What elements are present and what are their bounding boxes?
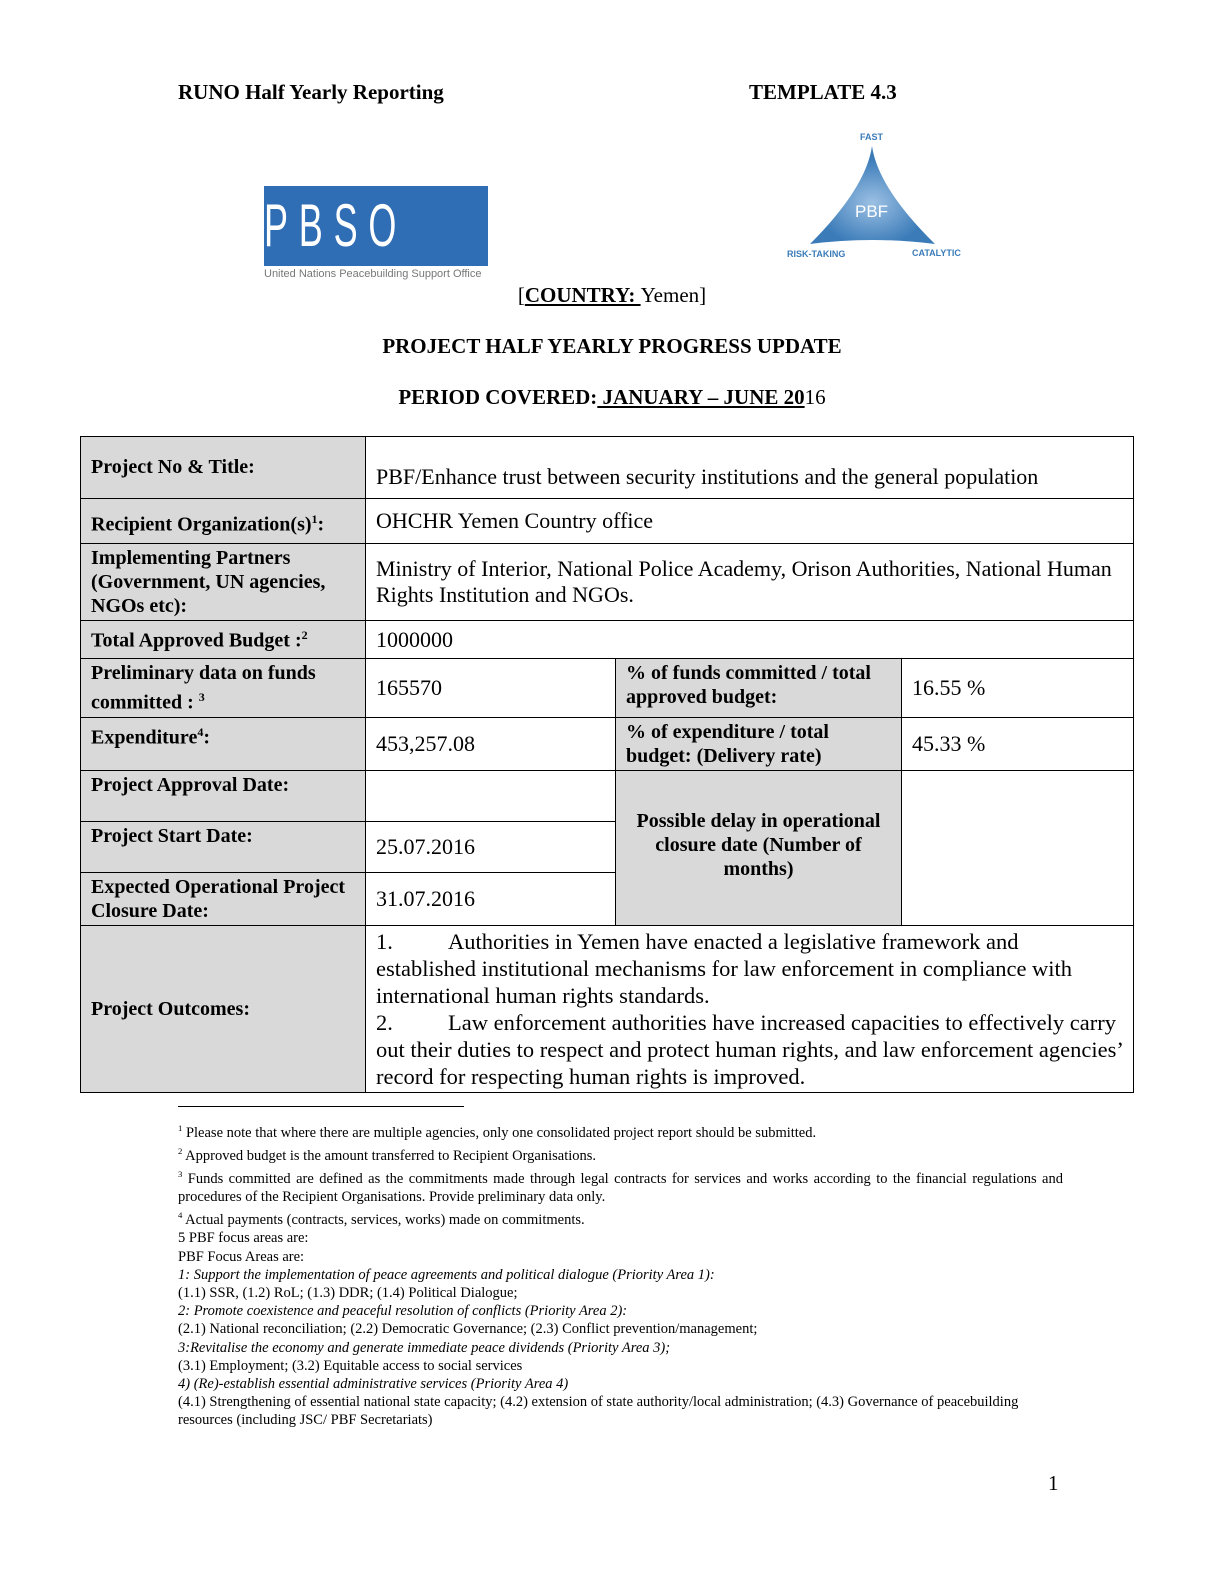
country-line: [COUNTRY: Yemen]	[517, 283, 707, 307]
focus-line: 4) (Re)-establish essential administrative services (Priority Area 4)	[178, 1375, 569, 1392]
closure-date-value: 31.07.2016	[366, 872, 616, 925]
pct-expenditure-value: 45.33 %	[902, 717, 1134, 770]
focus-line: (3.1) Employment; (3.2) Equitable access to social services	[178, 1357, 523, 1374]
focus-line: (4.1) Strengthening of essential national state capacity; (4.2) extension of state authority/local administration; (4.3) Governance of peacebuilding resources (including JSC/ PBF Secretariats)	[178, 1394, 1019, 1429]
footnote: $^4$ Actual payments (contracts, services, works) made on commitments.	[178, 1210, 585, 1229]
budget-label: Total Approved Budget :$^2$	[81, 621, 366, 659]
footnote-divider	[178, 1106, 464, 1107]
country-label: COUNTRY:	[524, 283, 641, 307]
focus-line: 1: Support the implementation of peace agreements and political dialogue (Priority Area 1):	[178, 1266, 715, 1283]
delay-label: Possible delay in operational closure date (Number of months)	[616, 770, 902, 925]
focus-line: (2.1) National reconciliation; (2.2) Democratic Governance; (2.3) Conflict prevention/management;	[178, 1321, 758, 1338]
country-value: Yemen	[640, 283, 700, 307]
report-title: PROJECT HALF YEARLY PROGRESS UPDATE	[382, 334, 842, 358]
footnote: $^1$ Please note that where there are multiple agencies, only one consolidated project report should be submitted.	[178, 1123, 817, 1141]
closure-date-label: Expected Operational Project Closure Date:	[81, 872, 366, 925]
recipient-value: OHCHR Yemen Country office	[366, 499, 1134, 544]
header-left: RUNO Half Yearly Reporting	[178, 80, 444, 104]
project-title-label: Project No & Title:	[81, 437, 366, 499]
partners-label: Implementing Partners (Government, UN agencies, NGOs etc):	[81, 544, 366, 621]
period-value: JANUARY – JUNE 20	[597, 385, 805, 409]
focus-line: (1.1) SSR, (1.2) RoL; (1.3) DDR; (1.4) Political Dialogue;	[178, 1284, 518, 1301]
footnote: $^3$ Funds committed are defined as the commitments made through legal contracts for services and works according to the financial regulations and procedures of the Recipient Organisations. Provide preliminary data only.	[178, 1169, 1063, 1206]
pct-expenditure-label: % of expenditure / total budget: (Delivery rate)	[616, 717, 902, 770]
expenditure-label: Expenditure$^4$:	[81, 717, 366, 770]
pbso-logo	[264, 186, 488, 266]
approval-date-label: Project Approval Date:	[81, 770, 366, 821]
focus-line: PBF Focus Areas are:	[178, 1248, 305, 1265]
start-date-label: Project Start Date:	[81, 821, 366, 872]
recipient-label: Recipient $Organization(s)^1$:	[81, 499, 366, 544]
project-title-value: PBF/Enhance trust between security institutions and the general population	[366, 437, 1134, 499]
focus-line: 3:Revitalise the economy and generate immediate peace dividends (Priority Area 3);	[178, 1339, 671, 1356]
focus-line: 5 PBF focus areas are:	[178, 1230, 309, 1247]
outcome-item: 2. Law enforcement authorities have increased capacities to effectively carry out their duties to respect and protect human rights, and law enforcement agencies’ record for respecting human rights is improved.	[376, 1009, 1123, 1089]
pbf-risk: RISK-TAKING	[787, 249, 846, 259]
pct-committed-value: 16.55 %	[902, 659, 1134, 718]
period-tail: 16	[804, 385, 826, 409]
committed-label: Preliminary data on funds committed : $^3$	[81, 659, 366, 718]
pbso-letters: PBSO	[264, 192, 408, 259]
pbf-fast: FAST	[860, 132, 884, 142]
committed-value: 165570	[366, 659, 616, 718]
project-info-table	[80, 436, 1134, 1093]
header-right: TEMPLATE 4.3	[749, 80, 897, 104]
pbf-logo-text: PBF	[855, 202, 889, 221]
start-date-value: 25.07.2016	[366, 821, 616, 872]
focus-line: 2: Promote coexistence and peaceful resolution of conflicts (Priority Area 2):	[178, 1303, 628, 1320]
delay-value	[902, 770, 1134, 925]
footnote: $^2$ Approved budget is the amount transferred to Recipient Organisations.	[178, 1146, 597, 1164]
period-label: PERIOD COVERED:	[398, 385, 598, 409]
partners-value: Ministry of Interior, National Police Academy, Orison Authorities, National Human Rights Institution and NGOs.	[366, 544, 1134, 621]
footnotes	[178, 1119, 1063, 1430]
expenditure-value: 453,257.08	[366, 717, 616, 770]
budget-value: 1000000	[366, 621, 1134, 659]
approval-date-value	[366, 770, 616, 821]
outcomes-label: Project Outcomes:	[81, 925, 366, 1092]
pbso-caption: United Nations Peacebuilding Support Office	[264, 268, 482, 280]
page-number: 1	[1048, 1471, 1059, 1495]
period-line	[0, 385, 1224, 410]
outcome-item: 1. Authorities in Yemen have enacted a legislative framework and established institutional mechanisms for law enforcement in compliance with international human rights standards.	[376, 928, 1073, 1008]
pbf-logo	[780, 128, 970, 263]
pbf-catalytic: CATALYTIC	[912, 248, 961, 258]
outcomes-value	[366, 925, 1134, 1092]
pct-committed-label: % of funds committed / total approved budget:	[616, 659, 902, 718]
